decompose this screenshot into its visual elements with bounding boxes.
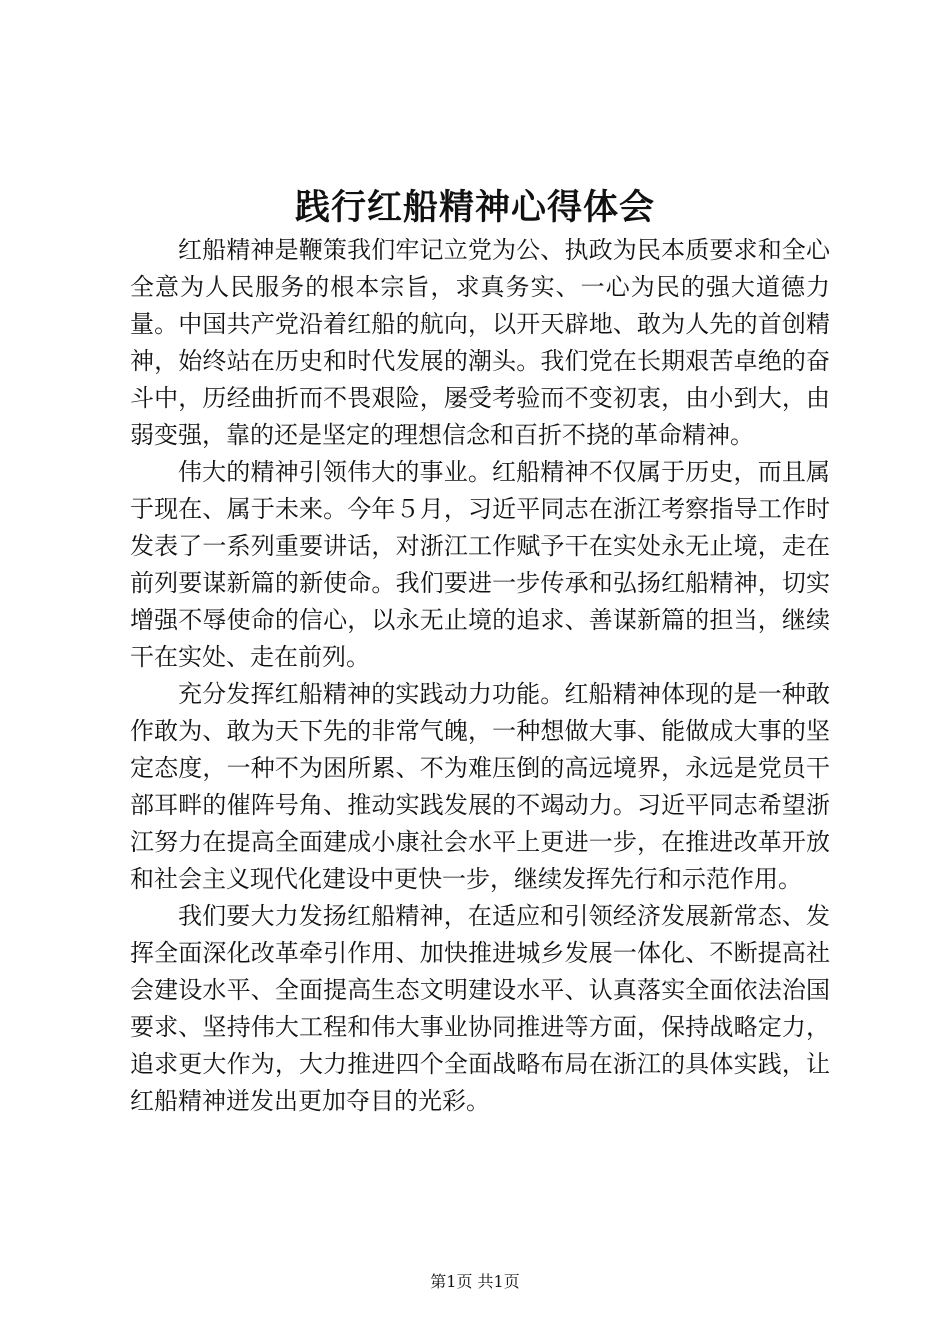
document-title: 践行红船精神心得体会 [294, 187, 655, 228]
paragraph-2: 伟大的精神引领伟大的事业。红船精神不仅属于历史，而且属于现在、属于未来。今年５月，习近平同志在浙江考察指导工作时发表了一系列重要讲话，对浙江工作赋予干在实处永无止境，走在前列要谋新篇的新使命。我们要进一步传承和弘扬红船精神，切实增强不辱使命的信心，以永无止境的追求、善谋新篇的担当，继续干在实处、走在前列。 [130, 458, 830, 671]
paragraph-3: 充分发挥红船精神的实践动力功能。红船精神体现的是一种敢作敢为、敢为天下先的非常气魄，一种想做大事、能做成大事的坚定态度，一种不为困所累、不为难压倒的高远境界，永远是党员干部耳畔的催阵号角、推动实践发展的不竭动力。习近平同志希望浙江努力在提高全面建成小康社会水平上更进一步，在推进改革开放和社会主义现代化建设中更快一步，继续发挥先行和示范作用。 [130, 680, 830, 893]
document-body [130, 232, 830, 1120]
paragraph-1: 红船精神是鞭策我们牢记立党为公、执政为民本质要求和全心全意为人民服务的根本宗旨，求真务实、一心为民的强大道德力量。中国共产党沿着红船的航向，以开天辟地、敢为人先的首创精神，始终站在历史和时代发展的潮头。我们党在长期艰苦卓绝的奋斗中，历经曲折而不畏艰险，屡受考验而不变初衷，由小到大，由弱变强，靠的还是坚定的理想信念和百折不挠的革命精神。 [130, 236, 830, 449]
paragraph-4: 我们要大力发扬红船精神，在适应和引领经济发展新常态、发挥全面深化改革牵引作用、加快推进城乡发展一体化、不断提高社会建设水平、全面提高生态文明建设水平、认真落实全面依法治国要求、坚持伟大工程和伟大事业协同推进等方面，保持战略定力，追求更大作为，大力推进四个全面战略布局在浙江的具体实践，让红船精神迸发出更加夺目的光彩。 [130, 902, 830, 1115]
page-number-footer: 第1页 共1页 [430, 1272, 520, 1291]
